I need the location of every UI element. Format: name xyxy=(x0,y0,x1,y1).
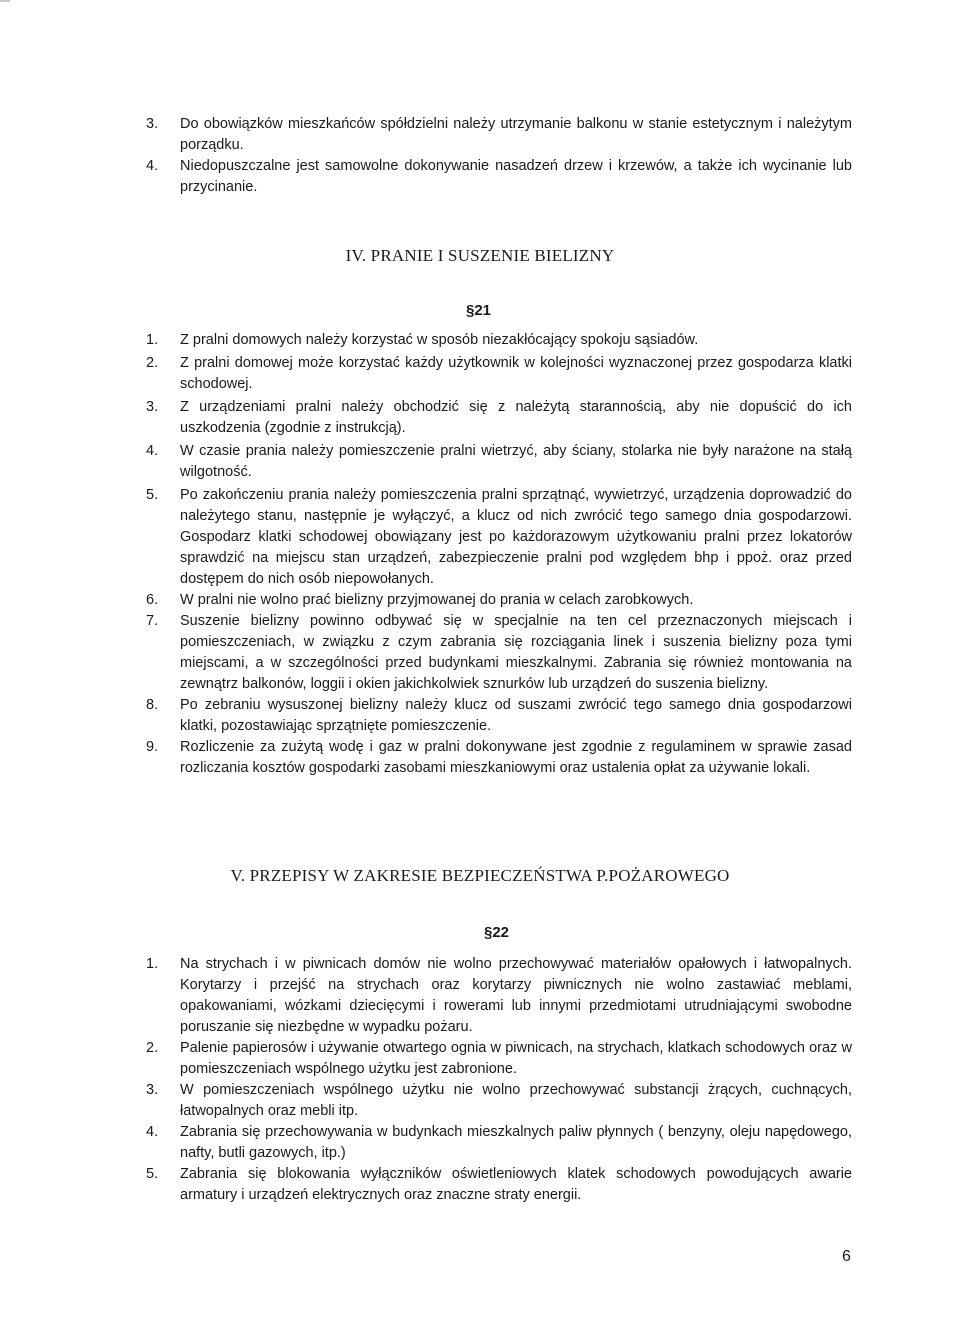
list-item xyxy=(146,485,852,590)
item-text: W pomieszczeniach wspólnego użytku nie wolno przechowywać substancji żrących, cuchnących, łatwopalnych oraz mebli itp. xyxy=(180,1082,852,1119)
list-item xyxy=(146,1164,852,1206)
list-item xyxy=(146,397,852,439)
list-item xyxy=(146,1038,852,1080)
item-number: 4. xyxy=(146,443,159,459)
item-text: W czasie prania należy pomieszczenie pralni wietrzyć, aby ściany, stolarka nie były narażone na stałą wilgotność. xyxy=(180,443,852,480)
list-item xyxy=(146,156,852,198)
item-number: 3. xyxy=(146,116,159,132)
item-number: 7. xyxy=(146,613,159,629)
item-number: 6. xyxy=(146,592,159,608)
item-text: Zabrania się blokowania wyłączników oświetleniowych klatek schodowych powodujących awarie armatury i urządzeń elektrycznych oraz znaczne straty energii. xyxy=(180,1166,852,1203)
item-text: Z pralni domowej może korzystać każdy użytkownik w kolejności wyznaczonej przez gospodarza klatki schodowej. xyxy=(180,355,852,392)
item-number: 1. xyxy=(146,332,159,348)
item-number: 2. xyxy=(146,355,159,371)
list-item xyxy=(146,441,852,483)
item-number: 5. xyxy=(146,1166,159,1182)
item-number: 5. xyxy=(146,487,159,503)
item-text: Do obowiązków mieszkańców spółdzielni należy utrzymanie balkonu w stanie estetycznym i należytym porządku. xyxy=(180,116,852,153)
item-text: W pralni nie wolno prać bielizny przyjmowanej do prania w celach zarobkowych. xyxy=(180,592,694,608)
list-item xyxy=(146,695,852,737)
list-item xyxy=(146,353,852,395)
list-item xyxy=(146,611,852,695)
scan-mark xyxy=(0,0,10,2)
section-iv-paragraph: §21 xyxy=(466,302,492,319)
item-text: Po zakończeniu prania należy pomieszczenia pralni sprzątnąć, wywietrzyć, urządzenia doprowadzić do należytego stanu, następnie je wyłączyć, a klucz od nich zwrócić tego samego dnia gospodarzowi. Gospodarz klatki schodowej obowiązany jest po każdorazowym użytkowaniu pralni przez lokatorów sprawdzić na miejscu stan urządzeń, zabezpieczenie pralni pod względem bhp i ppoż. oraz przed dostępem do nich osób niepowołanych. xyxy=(180,487,852,587)
item-text: Zabrania się przechowywania w budynkach mieszkalnych paliw płynnych ( benzyny, oleju napędowego, nafty, butli gazowych, itp.) xyxy=(180,1124,852,1161)
list-item xyxy=(146,954,852,1038)
item-number: 4. xyxy=(146,1124,159,1140)
section-v-title: V. PRZEPISY W ZAKRESIE BEZPIECZEŃSTWA P.POŻAROWEGO xyxy=(230,866,730,885)
item-text: Na strychach i w piwnicach domów nie wolno przechowywać materiałów opałowych i łatwopalnych. Korytarzy i przejść na strychach oraz korytarzy piwnicznych nie wolno zastawiać meblami, opakowaniami, wózkami dziecięcymi i rowerami lub innymi przedmiotami utrudniającymi swobodne poruszanie się niezbędne w wypadku pożaru. xyxy=(180,956,852,1035)
list-item xyxy=(146,114,852,156)
item-number: 4. xyxy=(146,158,159,174)
item-number: 9. xyxy=(146,739,159,755)
item-text: Palenie papierosów i używanie otwartego ognia w piwnicach, na strychach, klatkach schodowych oraz w pomieszczeniach wspólnego użytku jest zabronione. xyxy=(180,1040,852,1077)
section-v-paragraph: §22 xyxy=(484,924,510,941)
section-v-list xyxy=(146,954,852,1206)
item-number: 8. xyxy=(146,697,159,713)
item-text: Z urządzeniami pralni należy obchodzić się z należytą starannością, aby nie dopuścić do ich uszkodzenia (zgodnie z instrukcją). xyxy=(180,399,852,436)
item-text: Po zebraniu wysuszonej bielizny należy klucz od suszami zwrócić tego samego dnia gospodarzowi klatki, pozostawiając sprzątnięte pomieszczenie. xyxy=(180,697,852,734)
item-number: 3. xyxy=(146,399,159,415)
item-number: 1. xyxy=(146,956,159,972)
item-text: Z pralni domowych należy korzystać w sposób niezakłócający spokoju sąsiadów. xyxy=(180,332,699,348)
item-number: 3. xyxy=(146,1082,159,1098)
section-iv-list xyxy=(146,330,852,779)
top-list xyxy=(146,114,852,198)
item-text: Rozliczenie za zużytą wodę i gaz w pralni dokonywane jest zgodnie z regulaminem w sprawie zasad rozliczania kosztów gospodarki zasobami mieszkaniowymi oraz ustalenia opłat za używanie lokali. xyxy=(180,739,852,776)
item-text: Niedopuszczalne jest samowolne dokonywanie nasadzeń drzew i krzewów, a także ich wycinanie lub przycinanie. xyxy=(180,158,852,195)
list-item xyxy=(146,1122,852,1164)
item-text: Suszenie bielizny powinno odbywać się w specjalnie na ten cel przeznaczonych miejscach i pomieszczeniach, w związku z czym zabrania się rozciągania linek i suszenia bielizny poza tymi miejscami, a w szczególności przed budynkami mieszkalnymi. Zabrania się również montowania na zewnątrz balkonów, loggii i okien jakichkolwiek sznurków lub urządzeń do suszenia bielizny. xyxy=(180,613,852,692)
section-iv-title: IV. PRANIE I SUSZENIE BIELIZNY xyxy=(345,246,615,265)
item-number: 2. xyxy=(146,1040,159,1056)
list-item xyxy=(146,737,852,779)
list-item xyxy=(146,1080,852,1122)
list-item xyxy=(146,590,852,611)
page-number: 6 xyxy=(842,1248,851,1265)
list-item xyxy=(146,330,852,351)
